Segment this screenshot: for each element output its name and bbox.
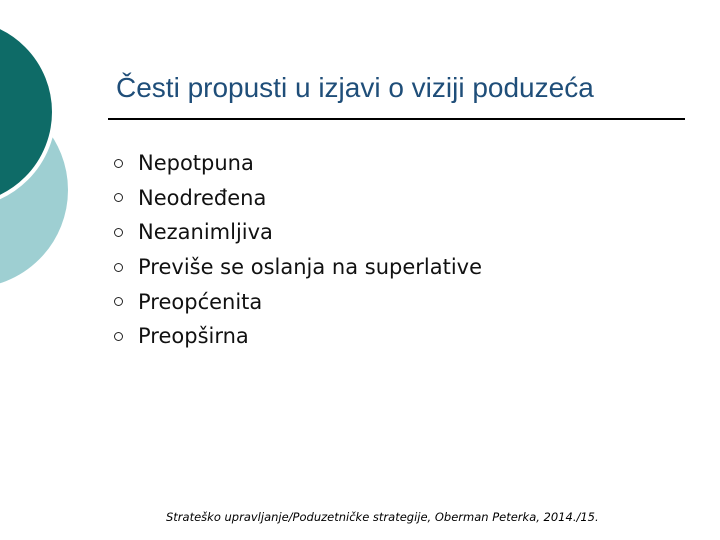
circle-bullet-icon — [114, 263, 123, 272]
title-divider — [108, 118, 685, 120]
bullet-text: Preopširna — [138, 324, 249, 349]
bullet-text: Preopćenita — [138, 289, 263, 314]
bullet-text: Nepotpuna — [138, 151, 254, 176]
bullet-text: Neodređena — [138, 185, 267, 210]
list-item — [114, 250, 482, 285]
circle-bullet-icon — [114, 332, 123, 341]
list-item — [114, 146, 482, 181]
circle-bullet-icon — [114, 228, 123, 237]
list-item — [114, 284, 482, 319]
circle-bullet-icon — [114, 297, 123, 306]
footer-citation: Strateško upravljanje/Poduzetničke strategije, Oberman Peterka, 2014./15. — [166, 510, 599, 524]
circle-bullet-icon — [114, 159, 123, 168]
slide-title: Česti propusti u izjavi o viziji poduzeća — [116, 72, 594, 103]
decorative-circles — [0, 0, 120, 300]
list-item — [114, 181, 482, 216]
bullet-text: Previše se oslanja na superlative — [138, 255, 483, 280]
bullet-text: Nezanimljiva — [138, 220, 273, 245]
list-item — [114, 215, 482, 250]
list-item — [114, 319, 482, 354]
circle-bullet-icon — [114, 193, 123, 202]
bullet-list — [114, 146, 482, 354]
